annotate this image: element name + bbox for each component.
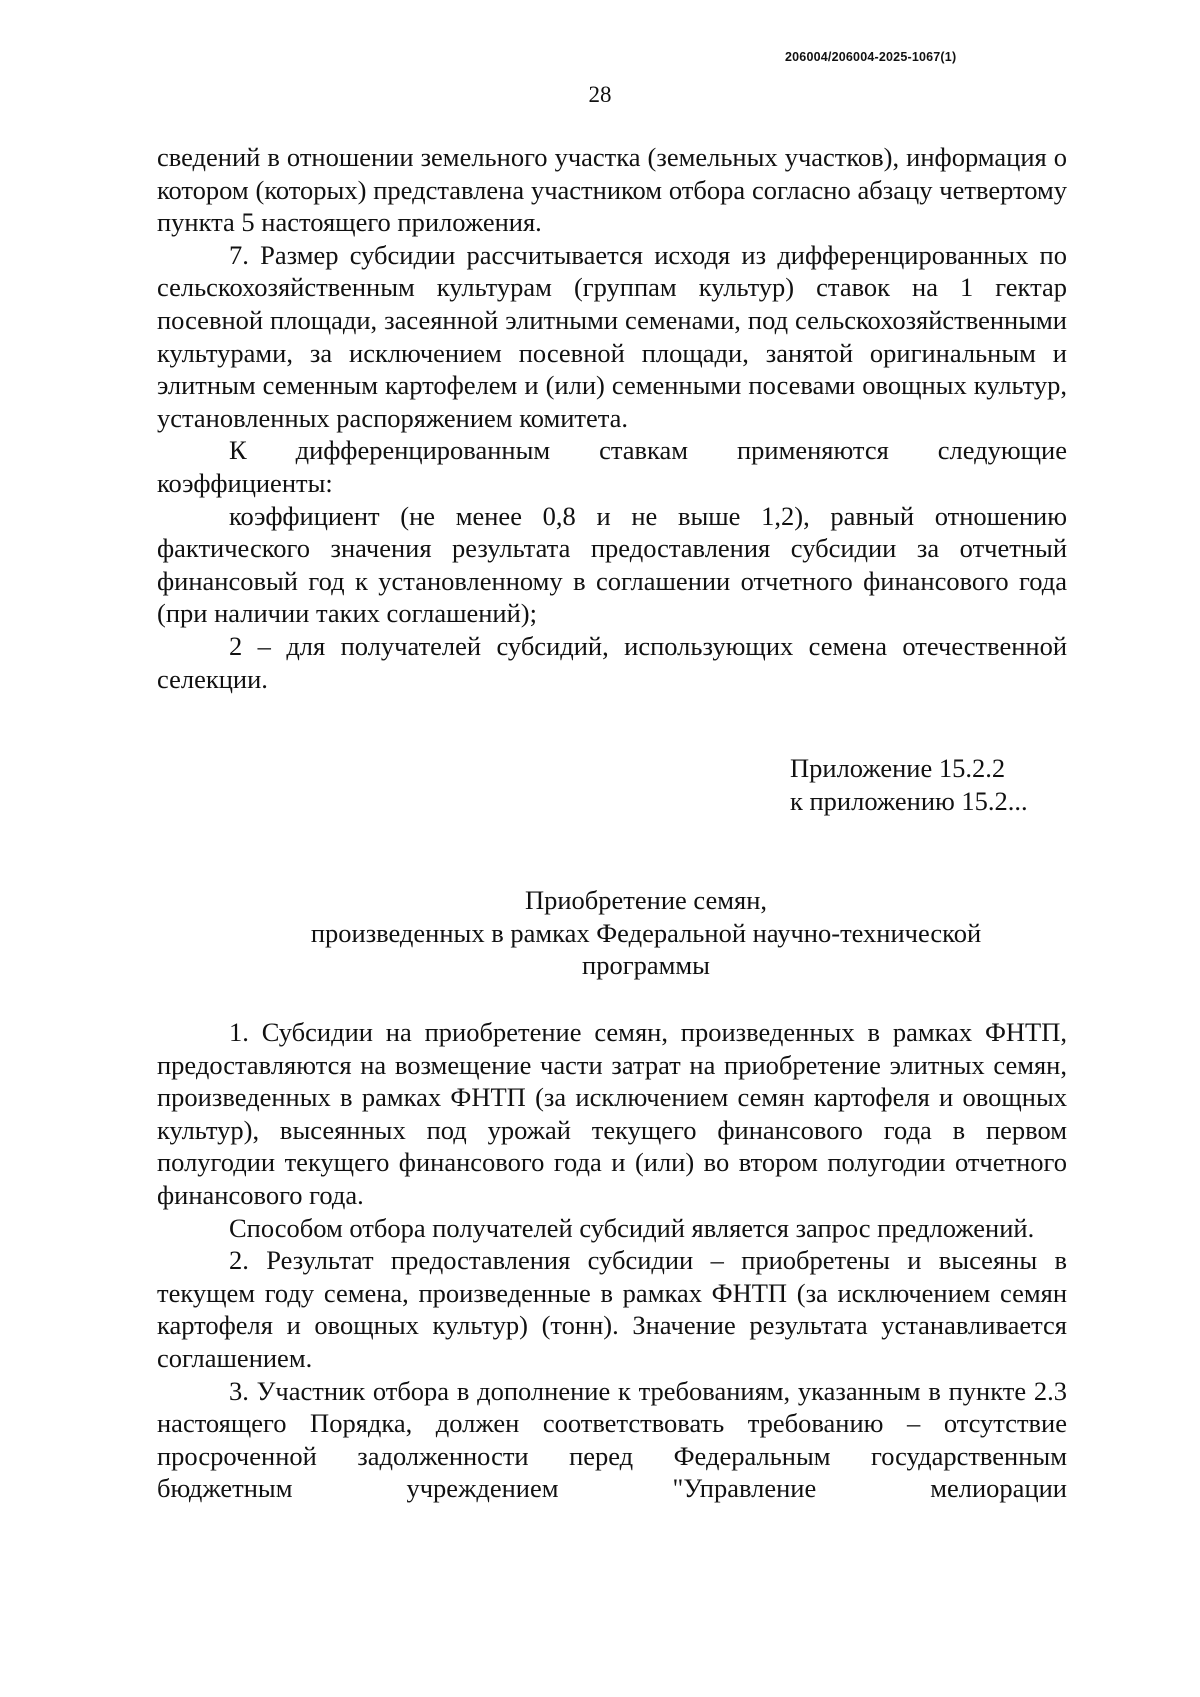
body-section-continuation	[157, 141, 1067, 695]
document-id: 206004/206004-2025-1067(1)	[785, 50, 957, 64]
paragraph-participant-requirements: 3. Участник отбора в дополнение к требованиям, указанным в пункте 2.3 настоящего Порядка, должен соответствовать требованию – отсутствие просроченной задолженности перед Федеральным государственным бюджетным учреждением "Управление мелиорации	[157, 1375, 1067, 1504]
section-title	[157, 884, 1135, 982]
title-line-1: Приобретение семян,	[524, 885, 768, 915]
paragraph-domestic-seeds: 2 – для получателей субсидий, использующих семена отечественной селекции.	[157, 630, 1067, 694]
title-line-3: программы	[582, 950, 710, 981]
body-section-seeds	[157, 1016, 1067, 1505]
page-number: 28	[588, 82, 612, 107]
paragraph-subsidy-result: 2. Результат предоставления субсидии – приобретены и высеяны в текущем году семена, произведенные в рамках ФНТП (за исключением семян картофеля и овощных культур) (тонн). Значение результата устанавливается соглашением.	[157, 1245, 1067, 1373]
paragraph-coefficients-intro: К дифференцированным ставкам применяются следующие коэффициенты:	[157, 435, 1067, 498]
paragraph-selection-method: Способом отбора получателей субсидий является запрос предложений.	[229, 1212, 1035, 1243]
paragraph-land-plot-info: сведений в отношении земельного участка (земельных участков), информация о котором (которых) представлена участником отбора согласно абзацу четвертому пункта 5 настоящего приложения.	[157, 142, 1067, 238]
appendix-reference	[790, 752, 1028, 817]
paragraph-coefficient-range: коэффициент (не менее 0,8 и не выше 1,2), равный отношению фактического значения результата предоставления субсидии за отчетный финансовый год к установленному в соглашении отчетного финансового года (при наличии таких соглашений);	[157, 500, 1067, 629]
paragraph-subsidy-purpose: 1. Субсидии на приобретение семян, произведенных в рамках ФНТП, предоставляются на возмещение части затрат на приобретение элитных семян, произведенных в рамках ФНТП (за исключением семян картофеля и овощных культур), высеянных под урожай текущего финансового года в первом полугодии текущего финансового года и (или) во втором полугодии отчетного финансового года.	[157, 1017, 1067, 1210]
paragraph-subsidy-size: 7. Размер субсидии рассчитывается исходя из дифференцированных по сельскохозяйственным культурам (группам культур) ставок на 1 гектар посевной площади, засеянной элитными семенами, под сельскохозяйственными культурами, за исключением посевной площади, занятой оригинальным и элитным семенным картофелем и (или) семенными посевами овощных культур, установленных распоряжением комитета.	[157, 239, 1067, 433]
title-line-2: произведенных в рамках Федеральной научно-технической	[310, 917, 982, 948]
appendix-line-2: к приложению 15.2...	[790, 785, 1028, 816]
appendix-line-1: Приложение 15.2.2	[790, 753, 1006, 783]
